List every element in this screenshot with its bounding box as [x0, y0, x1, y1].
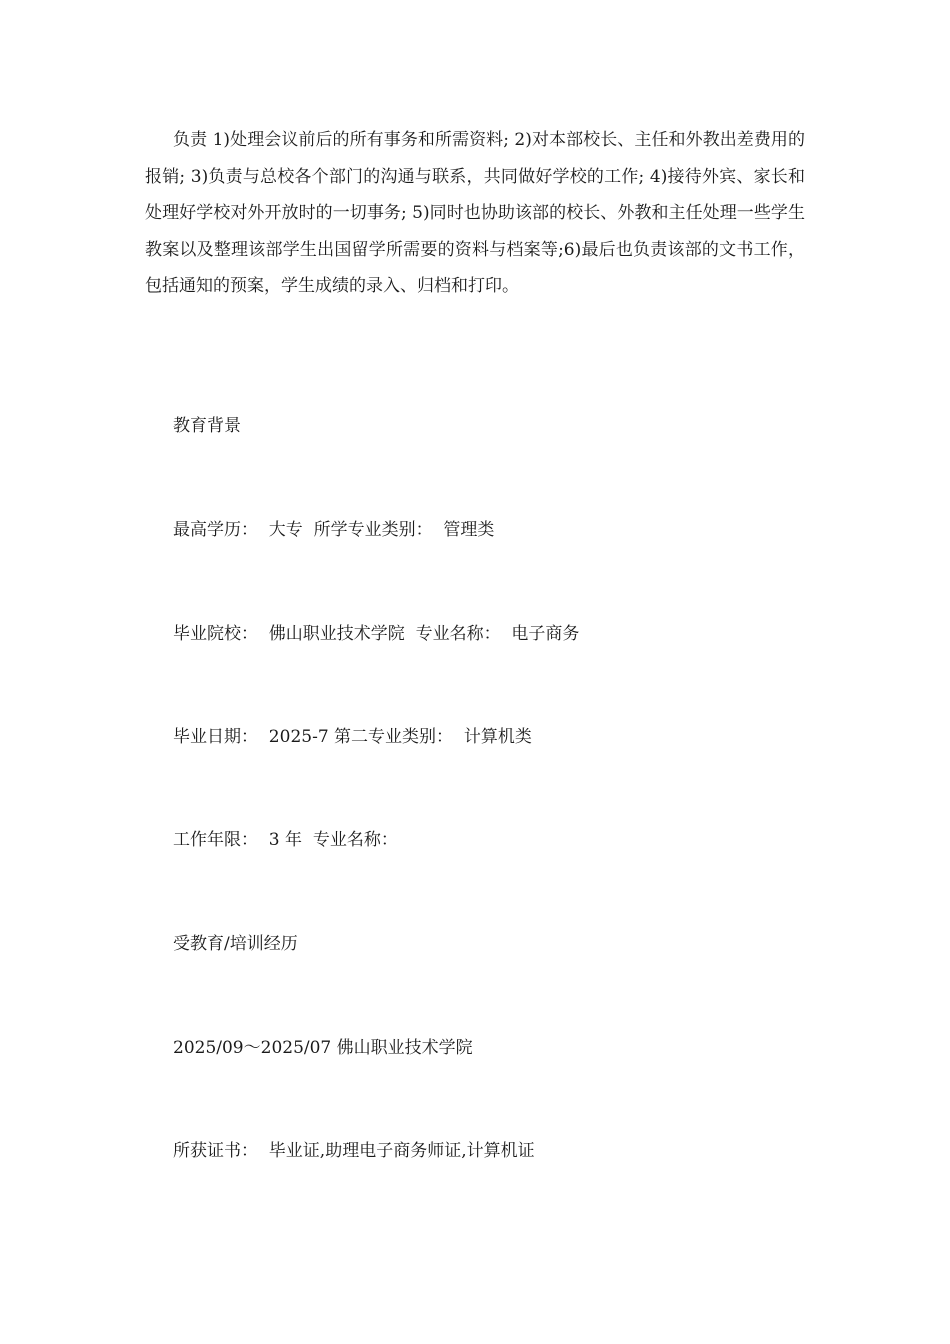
graduate-school-line: 毕业院校： 佛山职业技术学院 专业名称： 电子商务 — [173, 624, 580, 644]
work-years-line: 工作年限： 3 年 专业名称： — [173, 830, 398, 850]
education-section-heading: 教育背景 — [173, 416, 241, 436]
job-duties-paragraph: 负责 1)处理会议前后的所有事务和所需资料; 2)对本部校长、主任和外教出差费用的报销; 3)负责与总校各个部门的沟通与联系，共同做好学校的工作; 4)接待外宾、家长和处理好学校对外开放时的一切事务; 5)同时也协助该部的校长、外教和主任处理一些学生教案以及整理该部学生出国留学所需要的资料与档案等;6)最后也负责该部的文书工作，包括通知的预案，学生成绩的录入、归档和打印。 — [145, 130, 805, 296]
training-entry: 2025/09～2025/07 佛山职业技术学院 — [173, 1038, 473, 1058]
training-section-heading: 受教育/培训经历 — [173, 934, 298, 954]
graduation-date-line: 毕业日期： 2025-7 第二专业类别： 计算机类 — [173, 727, 532, 747]
certificates-line: 所获证书： 毕业证,助理电子商务师证,计算机证 — [173, 1141, 535, 1161]
highest-degree-line: 最高学历： 大专 所学专业类别： 管理类 — [173, 520, 495, 540]
